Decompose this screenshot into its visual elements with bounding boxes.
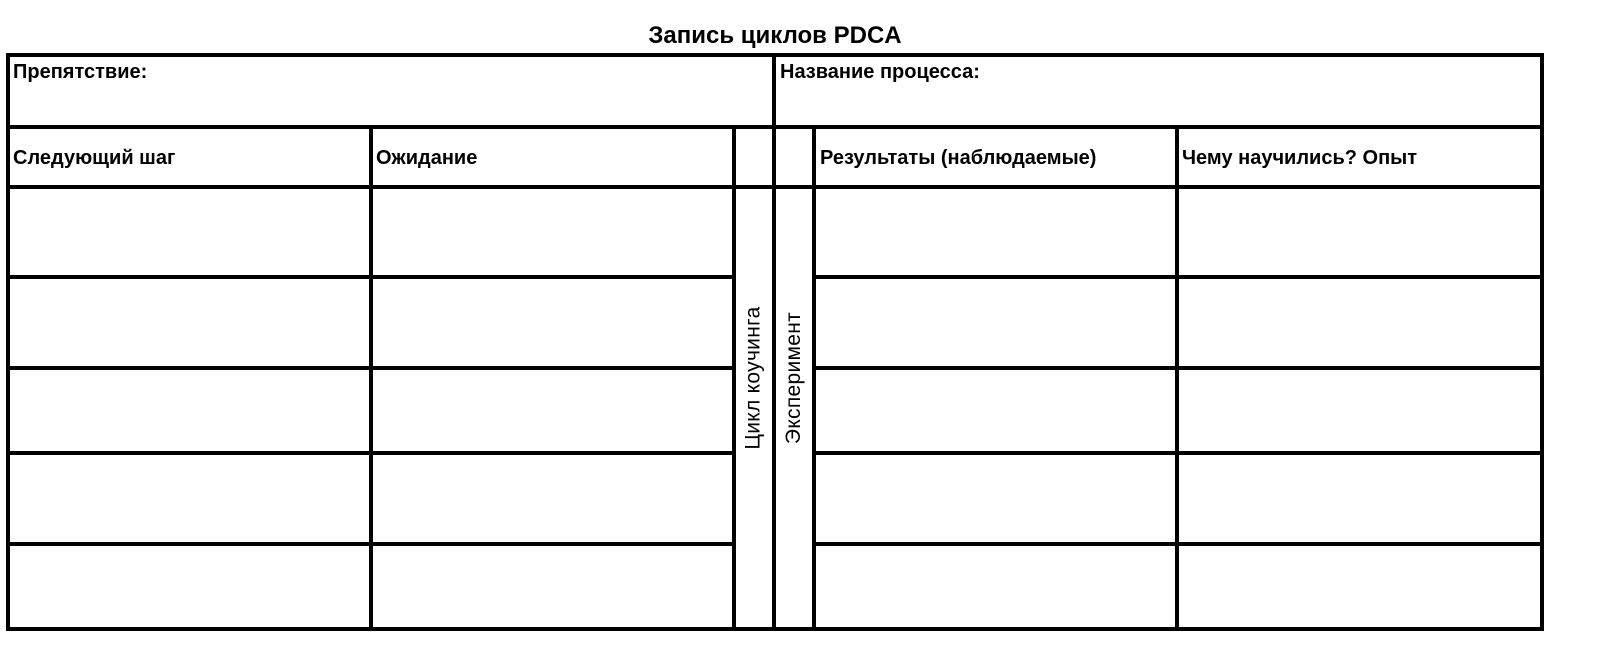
experiment-vertical-label: [776, 129, 812, 627]
coaching-cycle-label: Цикл коучинга: [742, 306, 766, 450]
coaching-cycle-vertical-label: [736, 129, 772, 627]
next-step-cell[interactable]: [10, 370, 369, 451]
learned-cell[interactable]: [1179, 370, 1540, 451]
results-cell[interactable]: [816, 546, 1175, 627]
next-step-cell[interactable]: [10, 455, 369, 542]
expectation-cell[interactable]: [373, 546, 732, 627]
next-step-cell[interactable]: [10, 546, 369, 627]
table-border-right: [1540, 53, 1544, 631]
column-header-expectation: Ожидание: [376, 147, 478, 169]
results-cell[interactable]: [816, 370, 1175, 451]
process-name-field[interactable]: [776, 57, 1540, 125]
column-header-next-step: Следующий шаг: [13, 147, 176, 169]
obstacle-field[interactable]: [10, 57, 772, 125]
learned-cell[interactable]: [1179, 189, 1540, 275]
column-header-results: Результаты (наблюдаемые): [820, 147, 1097, 169]
obstacle-label: Препятствие:: [13, 61, 148, 83]
expectation-cell[interactable]: [373, 455, 732, 542]
learned-cell[interactable]: [1179, 455, 1540, 542]
results-cell[interactable]: [816, 455, 1175, 542]
expectation-cell[interactable]: [373, 189, 732, 275]
learned-cell[interactable]: [1179, 546, 1540, 627]
next-step-cell[interactable]: [10, 189, 369, 275]
expectation-cell[interactable]: [373, 370, 732, 451]
next-step-cell[interactable]: [10, 279, 369, 366]
results-cell[interactable]: [816, 189, 1175, 275]
experiment-label: Эксперимент: [782, 311, 805, 445]
results-cell[interactable]: [816, 279, 1175, 366]
expectation-cell[interactable]: [373, 279, 732, 366]
process-name-label: Название процесса:: [780, 61, 980, 83]
learned-cell[interactable]: [1179, 279, 1540, 366]
column-header-learned: Чему научились? Опыт: [1182, 147, 1418, 169]
form-title: Запись циклов PDCA: [648, 22, 902, 49]
